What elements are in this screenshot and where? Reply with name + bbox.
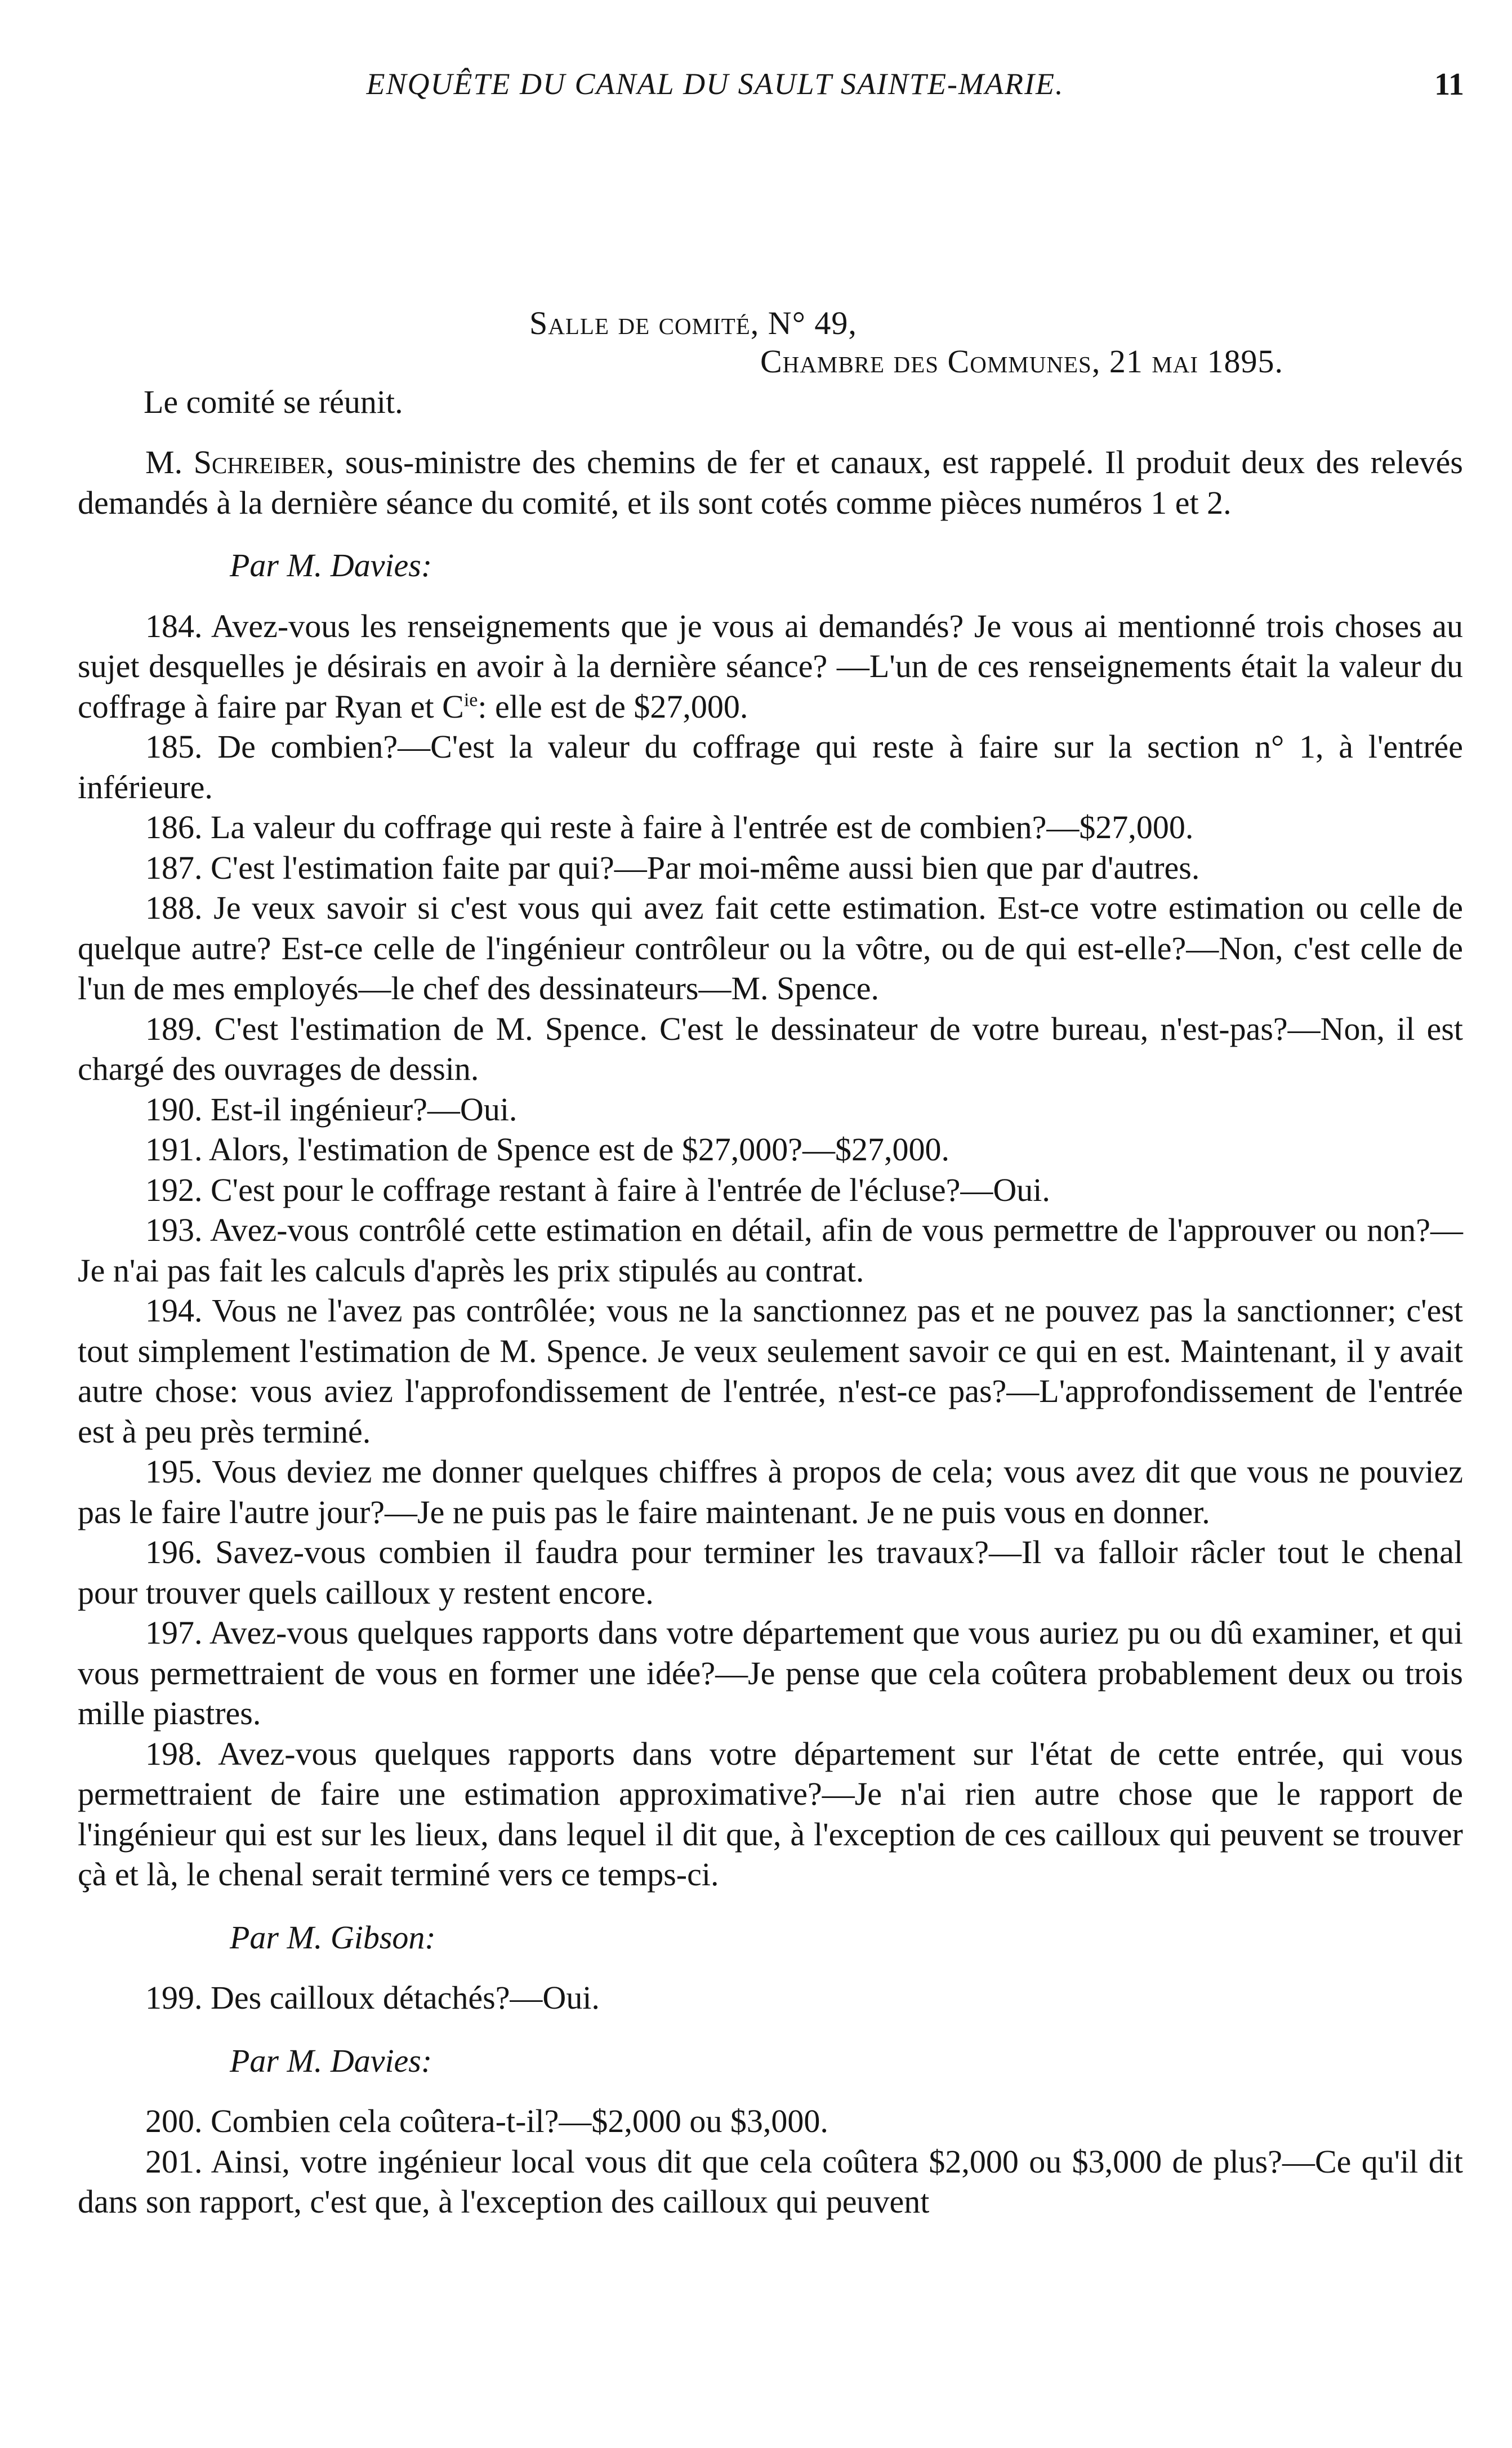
question-text: Est-il ingénieur?—Oui.	[211, 1091, 518, 1128]
speaker-heading: Par M. Davies:	[230, 547, 432, 584]
question-number: 194.	[145, 1292, 203, 1329]
body-text	[78, 442, 1463, 2222]
question-number: 184.	[145, 607, 203, 644]
question-answer	[78, 1734, 1463, 1895]
question-text: Savez-vous combien il faudra pour terminer les travaux?—Il va falloir râcler tout le chenal pour trouver quels cailloux y restent encore.	[78, 1534, 1463, 1611]
question-text: Vous ne l'avez pas contrôlée; vous ne la sanctionnez pas et ne pouvez pas la sanctionner; c'est tout simplement l'estimation de M. Spence. Je veux seulement savoir ce qui en est. Maintenant, il y avait autre chose: vous aviez l'approfondissement de l'entrée, n'est-ce pas?—L'approfondissement de l'entrée est à peu près terminé.	[78, 1292, 1463, 1450]
question-answer	[78, 807, 1463, 848]
question-answer	[78, 1129, 1463, 1170]
question-text: Avez-vous contrôlé cette estimation en détail, afin de vous permettre de l'approuver ou non?—Je n'ai pas fait les calculs d'après les prix stipulés au contrat.	[78, 1212, 1463, 1289]
question-text: Avez-vous les renseignements que je vous ai demandés? Je vous ai mentionné trois choses au sujet desquelles je désirais en avoir à la dernière séance? —L'un de ces renseignements était la valeur du coffrage à faire par Ryan et C	[78, 607, 1463, 725]
question-text: C'est l'estimation faite par qui?—Par moi-même aussi bien que par d'autres.	[211, 849, 1200, 886]
question-answer	[78, 1009, 1463, 1089]
question-number: 190.	[145, 1091, 203, 1128]
question-answer	[78, 2101, 1463, 2142]
question-number: 187.	[145, 849, 203, 886]
question-number: 185.	[145, 728, 203, 765]
dateline	[0, 304, 1512, 428]
running-header	[79, 66, 1464, 112]
question-answer	[78, 1978, 1463, 2018]
question-text: Combien cela coûtera-t-il?—$2,000 ou $3,000.	[211, 2103, 828, 2139]
question-number: 197.	[145, 1614, 203, 1651]
question-text: Avez-vous quelques rapports dans votre département que vous auriez pu ou dû examiner, et qui vous permettraient de vous en former une idée?—Je pense que cela coûtera probablement deux ou trois mille piastres.	[78, 1614, 1463, 1732]
superscript: ie	[463, 689, 478, 711]
question-answer	[78, 1290, 1463, 1452]
question-text: De combien?—C'est la valeur du coffrage qui reste à faire sur la section n° 1, à l'entrée inférieure.	[78, 728, 1464, 805]
question-number: 188.	[145, 889, 203, 926]
question-answer	[78, 1532, 1463, 1613]
question-text-continued: : elle est de $27,000.	[478, 688, 748, 725]
question-text: C'est pour le coffrage restant à faire à l'entrée de l'écluse?—Oui.	[211, 1171, 1050, 1208]
question-number: 186.	[145, 809, 203, 845]
question-text: Alors, l'estimation de Spence est de $27,000?—$27,000.	[208, 1131, 950, 1168]
question-number: 199.	[145, 1979, 203, 2016]
witness-name: M. Schreiber	[145, 444, 326, 480]
question-text: C'est l'estimation de M. Spence. C'est le dessinateur de votre bureau, n'est-pas?—Non, il est chargé des ouvrages de dessin.	[78, 1010, 1464, 1087]
question-number: 200.	[145, 2103, 203, 2139]
question-answer	[78, 1613, 1463, 1734]
question-text: La valeur du coffrage qui reste à faire à l'entrée est de combien?—$27,000.	[211, 809, 1194, 845]
question-answer	[78, 1089, 1463, 1130]
question-number: 196.	[145, 1534, 203, 1570]
speaker-heading: Par M. Davies:	[230, 2042, 432, 2079]
testimony-sections	[78, 545, 1463, 2222]
question-number: 189.	[145, 1010, 203, 1047]
question-text: Ainsi, votre ingénieur local vous dit que cela coûtera $2,000 ou $3,000 de plus?—Ce qu'il dit dans son rapport, c'est que, à l'exception des cailloux qui peuvent	[78, 2143, 1463, 2220]
dateline-location: Salle de comité, N° 49,	[529, 305, 857, 341]
intro-paragraph	[78, 442, 1463, 523]
intro-text: , sous-ministre des chemins de fer et canaux, est rappelé. Il produit deux des relevés demandés à la dernière séance du comité, et ils sont cotés comme pièces numéros 1 et 2.	[78, 444, 1463, 521]
dateline-date: Chambre des Communes, 21 mai 1895.	[760, 343, 1284, 380]
speaker-heading: Par M. Gibson:	[230, 1919, 436, 1956]
question-text: Avez-vous quelques rapports dans votre département sur l'état de cette entrée, qui vous permettraient de faire une estimation approximative?—Je n'ai rien autre chose que le rapport de l'ingénieur qui est sur les lieux, dans lequel il dit que, à l'exception de ces cailloux qui peuvent se trouver çà et là, le chenal serait terminé vers ce temps-ci.	[78, 1735, 1463, 1893]
page-number: 11	[1434, 67, 1464, 102]
question-text: Vous deviez me donner quelques chiffres à propos de cela; vous avez dit que vous ne pouviez pas le faire l'autre jour?—Je ne puis pas le faire maintenant. Je ne puis vous en donner.	[78, 1453, 1463, 1530]
question-answer	[78, 727, 1463, 807]
question-number: 193.	[145, 1212, 203, 1248]
question-answer	[78, 888, 1463, 1009]
opening-statement: Le comité se réunit.	[144, 384, 403, 420]
question-number: 195.	[145, 1453, 203, 1490]
question-answer	[78, 1170, 1463, 1210]
question-number: 198.	[145, 1735, 203, 1772]
question-text: Des cailloux détachés?—Oui.	[211, 1979, 600, 2016]
question-text: Je veux savoir si c'est vous qui avez fait cette estimation. Est-ce votre estimation ou celle de quelque autre? Est-ce celle de l'ingénieur contrôleur ou la vôtre, ou de qui est-elle?—Non, c'est celle de l'un de mes employés—le chef des dessinateurs—M. Spence.	[78, 889, 1463, 1007]
question-number: 191.	[145, 1131, 203, 1168]
running-title: ENQUÊTE DU CANAL DU SAULT SAINTE-MARIE.	[366, 67, 1064, 101]
question-answer	[78, 1452, 1463, 1532]
question-answer	[78, 1210, 1463, 1290]
question-answer	[78, 848, 1463, 888]
question-answer	[78, 606, 1463, 727]
question-number: 192.	[145, 1171, 203, 1208]
question-number: 201.	[145, 2143, 203, 2180]
question-answer	[78, 2142, 1463, 2222]
